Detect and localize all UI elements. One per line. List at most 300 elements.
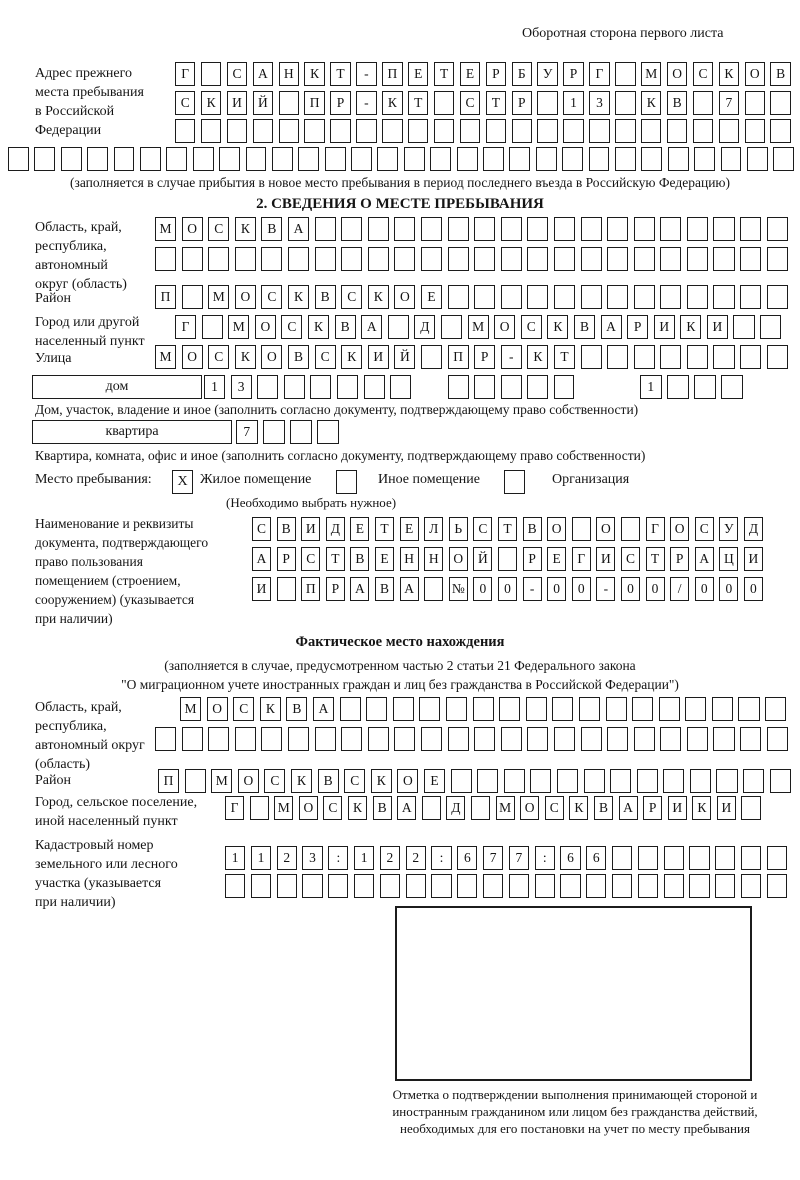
region-row-2 [155, 247, 793, 271]
char-cell [302, 874, 322, 898]
char-cell: У [719, 517, 738, 541]
char-cell: П [301, 577, 320, 601]
char-cell: А [350, 577, 369, 601]
char-cell [422, 796, 441, 820]
region2-label-line4: (область) [35, 757, 91, 772]
char-cell [530, 769, 551, 793]
char-cell: 0 [547, 577, 566, 601]
char-cell: К [260, 697, 281, 721]
char-cell [304, 119, 324, 143]
char-cell: К [201, 91, 221, 115]
char-cell: 0 [473, 577, 492, 601]
char-cell [501, 285, 522, 309]
char-cell [667, 375, 689, 399]
char-cell: 0 [572, 577, 591, 601]
char-cell: С [281, 315, 302, 339]
char-cell [615, 147, 636, 171]
organization-option-label: Организация [552, 472, 630, 487]
doc-row-3 [252, 577, 768, 601]
char-cell: О [670, 517, 689, 541]
char-cell: К [368, 285, 389, 309]
char-cell: И [368, 345, 389, 369]
region-label-line3: автономный [35, 258, 108, 273]
char-cell [393, 697, 414, 721]
char-cell [394, 247, 415, 271]
section2-title: 2. СВЕДЕНИЯ О МЕСТЕ ПРЕБЫВАНИЯ [256, 196, 544, 212]
city-label-line2: населенный пункт [35, 334, 145, 349]
char-cell: С [545, 796, 564, 820]
char-cell [634, 247, 655, 271]
char-cell: 0 [498, 577, 517, 601]
char-cell: Е [400, 517, 419, 541]
actual-location-title: Фактическое место нахождения [295, 634, 505, 650]
char-cell: В [350, 547, 369, 571]
char-cell: К [527, 345, 548, 369]
char-cell [747, 147, 768, 171]
prev-address-label-line1: Адрес прежнего [35, 66, 132, 81]
region2-label-line2: республика, [35, 719, 107, 734]
char-cell [394, 217, 415, 241]
char-cell [615, 119, 635, 143]
char-cell [615, 62, 635, 86]
stay-place-label: Место пребывания: [35, 472, 152, 487]
char-cell: П [158, 769, 179, 793]
char-cell [421, 727, 442, 751]
prev-address-note: (заполняется в случае прибытия в новое место пребывания в период последнего въезда в Российскую Федерацию) [69, 175, 731, 190]
char-cell: М [496, 796, 515, 820]
char-cell [457, 147, 478, 171]
char-cell: Н [279, 62, 299, 86]
char-cell [341, 247, 362, 271]
char-cell [767, 874, 787, 898]
other-premise-checkbox [336, 470, 357, 494]
char-cell: С [252, 517, 271, 541]
char-cell [408, 119, 428, 143]
char-cell [227, 119, 247, 143]
char-cell [277, 874, 297, 898]
residential-premise-checkbox: X [172, 470, 193, 494]
char-cell: 1 [354, 846, 374, 870]
prev-address-label-line4: Федерации [35, 123, 102, 138]
char-cell [250, 796, 269, 820]
char-cell: - [356, 62, 376, 86]
char-cell: Н [400, 547, 419, 571]
char-cell [607, 217, 628, 241]
char-cell [501, 217, 522, 241]
char-cell: В [286, 697, 307, 721]
char-cell [767, 727, 788, 751]
char-cell [589, 119, 609, 143]
char-cell [501, 727, 522, 751]
char-cell [760, 315, 781, 339]
char-cell [235, 247, 256, 271]
char-cell: К [382, 91, 402, 115]
char-cell: П [448, 345, 469, 369]
char-cell: С [208, 345, 229, 369]
char-cell: : [328, 846, 348, 870]
char-cell [664, 846, 684, 870]
korpus-row [448, 375, 580, 399]
char-cell: - [356, 91, 376, 115]
residential-option-label: Жилое помещение [200, 472, 312, 487]
char-cell [419, 697, 440, 721]
char-cell [660, 217, 681, 241]
char-cell [315, 247, 336, 271]
char-cell [155, 247, 176, 271]
char-cell: Р [563, 62, 583, 86]
char-cell: - [596, 577, 615, 601]
char-cell [634, 727, 655, 751]
char-cell: Е [421, 285, 442, 309]
char-cell: Р [512, 91, 532, 115]
char-cell [448, 727, 469, 751]
char-cell: В [277, 517, 296, 541]
char-cell: К [371, 769, 392, 793]
char-cell [364, 375, 385, 399]
char-cell [741, 846, 761, 870]
char-cell: Й [473, 547, 492, 571]
char-cell [185, 769, 206, 793]
char-cell: С [301, 547, 320, 571]
char-cell [740, 217, 761, 241]
char-cell [225, 874, 245, 898]
char-cell: С [208, 217, 229, 241]
char-cell [589, 147, 610, 171]
char-cell [527, 285, 548, 309]
region-label-line2: республика, [35, 239, 107, 254]
char-cell [526, 697, 547, 721]
char-cell [638, 874, 658, 898]
street-label: Улица [35, 351, 72, 366]
char-cell [421, 345, 442, 369]
char-cell [560, 874, 580, 898]
char-cell [182, 247, 203, 271]
char-cell [474, 285, 495, 309]
char-cell: Р [670, 547, 689, 571]
char-cell: Р [474, 345, 495, 369]
char-cell [328, 874, 348, 898]
char-cell [527, 727, 548, 751]
char-cell: 0 [744, 577, 763, 601]
char-cell [315, 727, 336, 751]
char-cell [61, 147, 82, 171]
char-cell: И [596, 547, 615, 571]
char-cell: 3 [231, 375, 252, 399]
char-cell [527, 247, 548, 271]
char-cell: Т [375, 517, 394, 541]
char-cell: В [318, 769, 339, 793]
char-cell [434, 91, 454, 115]
char-cell: В [315, 285, 336, 309]
char-cell: - [501, 345, 522, 369]
char-cell: В [288, 345, 309, 369]
char-cell [434, 119, 454, 143]
char-cell: № [449, 577, 468, 601]
char-cell: Р [643, 796, 662, 820]
char-cell [606, 697, 627, 721]
char-cell [477, 769, 498, 793]
char-cell: Д [744, 517, 763, 541]
char-cell [8, 147, 29, 171]
char-cell [607, 285, 628, 309]
city-label-line1: Город или другой [35, 315, 140, 330]
char-cell: О [596, 517, 615, 541]
char-cell: А [361, 315, 382, 339]
char-cell [448, 375, 469, 399]
char-cell [504, 769, 525, 793]
char-cell: Д [446, 796, 465, 820]
char-cell [486, 119, 506, 143]
char-cell: К [692, 796, 711, 820]
char-cell: 6 [586, 846, 606, 870]
char-cell [483, 874, 503, 898]
apartment-caption: Квартира, комната, офис и иное (заполнить согласно документу, подтверждающему право собственности) [35, 448, 646, 463]
char-cell: Л [424, 517, 443, 541]
char-cell [235, 727, 256, 751]
char-cell [288, 247, 309, 271]
char-cell: 7 [719, 91, 739, 115]
char-cell [685, 697, 706, 721]
char-cell [537, 119, 557, 143]
char-cell: 1 [251, 846, 271, 870]
char-cell [689, 874, 709, 898]
char-cell [554, 217, 575, 241]
char-cell: Д [414, 315, 435, 339]
char-cell [765, 697, 786, 721]
prev-address-row-3 [175, 119, 796, 143]
doc-label-line4: помещением (строением, [35, 573, 181, 588]
char-cell [279, 91, 299, 115]
char-cell [745, 91, 765, 115]
region-label-line4: округ (область) [35, 277, 127, 292]
char-cell [421, 247, 442, 271]
char-cell: Т [498, 517, 517, 541]
char-cell: О [397, 769, 418, 793]
char-cell [246, 147, 267, 171]
char-cell: К [348, 796, 367, 820]
char-cell: 6 [457, 846, 477, 870]
char-cell: С [621, 547, 640, 571]
prev-address-label-line3: в Российской [35, 104, 115, 119]
char-cell [713, 247, 734, 271]
region-row-1 [155, 217, 793, 241]
char-cell: С [261, 285, 282, 309]
char-cell [581, 217, 602, 241]
char-cell [34, 147, 55, 171]
char-cell: 7 [509, 846, 529, 870]
char-cell [713, 345, 734, 369]
char-cell: Р [277, 547, 296, 571]
char-cell [621, 517, 640, 541]
char-cell: Е [408, 62, 428, 86]
char-cell [770, 119, 790, 143]
char-cell [382, 119, 402, 143]
char-cell: П [382, 62, 402, 86]
char-cell [607, 345, 628, 369]
char-cell [712, 697, 733, 721]
law-note-line2: "О миграционном учете иностранных граждан и лиц без гражданства в Российской Федерации") [121, 677, 679, 692]
char-cell [745, 119, 765, 143]
char-cell [140, 147, 161, 171]
char-cell [579, 697, 600, 721]
prev-address-label-line2: места пребывания [35, 85, 144, 100]
char-cell: 1 [204, 375, 225, 399]
char-cell [527, 217, 548, 241]
region2-row-2 [155, 727, 793, 751]
char-cell: - [523, 577, 542, 601]
district2-label: Район [35, 773, 71, 788]
char-cell [446, 697, 467, 721]
doc-label-line6: при наличии) [35, 611, 113, 626]
char-cell: М [208, 285, 229, 309]
prev-address-row-4 [8, 147, 800, 171]
char-cell: О [494, 315, 515, 339]
char-cell [498, 547, 517, 571]
char-cell [773, 147, 794, 171]
char-cell [743, 769, 764, 793]
district-label: Район [35, 291, 71, 306]
other-premise-option-label: Иное помещение [378, 472, 480, 487]
char-cell: И [707, 315, 728, 339]
char-cell [687, 727, 708, 751]
char-cell: А [252, 547, 271, 571]
char-cell: О [238, 769, 259, 793]
char-cell: Г [572, 547, 591, 571]
doc-row-1 [252, 517, 768, 541]
char-cell: Т [554, 345, 575, 369]
char-cell [474, 375, 495, 399]
char-cell: А [253, 62, 273, 86]
char-cell [554, 727, 575, 751]
doc-label-line5: сооружением) (указывается [35, 592, 195, 607]
char-cell: Д [326, 517, 345, 541]
char-cell: П [155, 285, 176, 309]
char-cell: К [680, 315, 701, 339]
char-cell [527, 375, 548, 399]
char-cell [424, 577, 443, 601]
char-cell [537, 91, 557, 115]
char-cell [770, 91, 790, 115]
char-cell [767, 217, 788, 241]
char-cell: : [431, 846, 451, 870]
char-cell [298, 147, 319, 171]
char-cell [659, 697, 680, 721]
char-cell: М [180, 697, 201, 721]
city2-label-line2: иной населенный пункт [35, 814, 178, 829]
char-cell [368, 217, 389, 241]
cadastre-label-line4: при наличии) [35, 895, 116, 910]
char-cell [719, 119, 739, 143]
char-cell [581, 345, 602, 369]
char-cell: Р [486, 62, 506, 86]
char-cell [182, 285, 203, 309]
char-cell [219, 147, 240, 171]
char-cell [713, 727, 734, 751]
char-cell [713, 285, 734, 309]
char-cell [554, 247, 575, 271]
char-cell [182, 727, 203, 751]
char-cell [356, 119, 376, 143]
char-cell [554, 285, 575, 309]
char-cell [354, 874, 374, 898]
char-cell: И [744, 547, 763, 571]
char-cell: А [695, 547, 714, 571]
char-cell: Е [547, 547, 566, 571]
char-cell [715, 846, 735, 870]
prev-address-row-1 [175, 62, 796, 86]
doc-label-line3: право пользования [35, 554, 143, 569]
char-cell [687, 285, 708, 309]
char-cell: 2 [277, 846, 297, 870]
char-cell: Т [408, 91, 428, 115]
char-cell: 3 [302, 846, 322, 870]
char-cell [368, 727, 389, 751]
char-cell [581, 247, 602, 271]
char-cell: О [745, 62, 765, 86]
char-cell [664, 874, 684, 898]
char-cell [660, 727, 681, 751]
char-cell [166, 147, 187, 171]
char-cell [87, 147, 108, 171]
char-cell: М [211, 769, 232, 793]
char-cell [615, 91, 635, 115]
char-cell: / [670, 577, 689, 601]
cadastre-row-1 [225, 846, 793, 870]
char-cell [721, 147, 742, 171]
char-cell [499, 697, 520, 721]
char-cell [687, 217, 708, 241]
region2-row-1 [180, 697, 792, 721]
region2-label-line1: Область, край, [35, 700, 122, 715]
char-cell [687, 247, 708, 271]
char-cell [733, 315, 754, 339]
cadastre-label-line1: Кадастровый номер [35, 838, 154, 853]
char-cell [740, 727, 761, 751]
char-cell [325, 147, 346, 171]
char-cell [340, 697, 361, 721]
char-cell: С [323, 796, 342, 820]
char-cell: С [693, 62, 713, 86]
char-cell: Г [646, 517, 665, 541]
char-cell: С [341, 285, 362, 309]
char-cell: 0 [695, 577, 714, 601]
stroenie-row [640, 375, 748, 399]
char-cell: Т [646, 547, 665, 571]
char-cell: С [521, 315, 542, 339]
char-cell [201, 62, 221, 86]
char-cell: Т [330, 62, 350, 86]
char-cell [202, 315, 223, 339]
char-cell [634, 217, 655, 241]
char-cell [288, 727, 309, 751]
city-row [175, 315, 787, 339]
char-cell: А [400, 577, 419, 601]
char-cell: А [288, 217, 309, 241]
char-cell: И [654, 315, 675, 339]
char-cell: 0 [621, 577, 640, 601]
char-cell [767, 247, 788, 271]
char-cell: 7 [236, 420, 258, 444]
char-cell: К [569, 796, 588, 820]
char-cell [483, 147, 504, 171]
cadastre-label-line2: земельного или лесного [35, 857, 178, 872]
char-cell: К [547, 315, 568, 339]
char-cell [554, 375, 575, 399]
char-cell [377, 147, 398, 171]
stamp-caption: Отметка о подтверждении выполнения принимающей стороной и иностранным гражданином или лицом без гражданства действий, необходимых для его постановки на учет по месту пребывания [392, 1087, 758, 1136]
doc-label-line1: Наименование и реквизиты [35, 516, 194, 531]
char-cell [535, 874, 555, 898]
